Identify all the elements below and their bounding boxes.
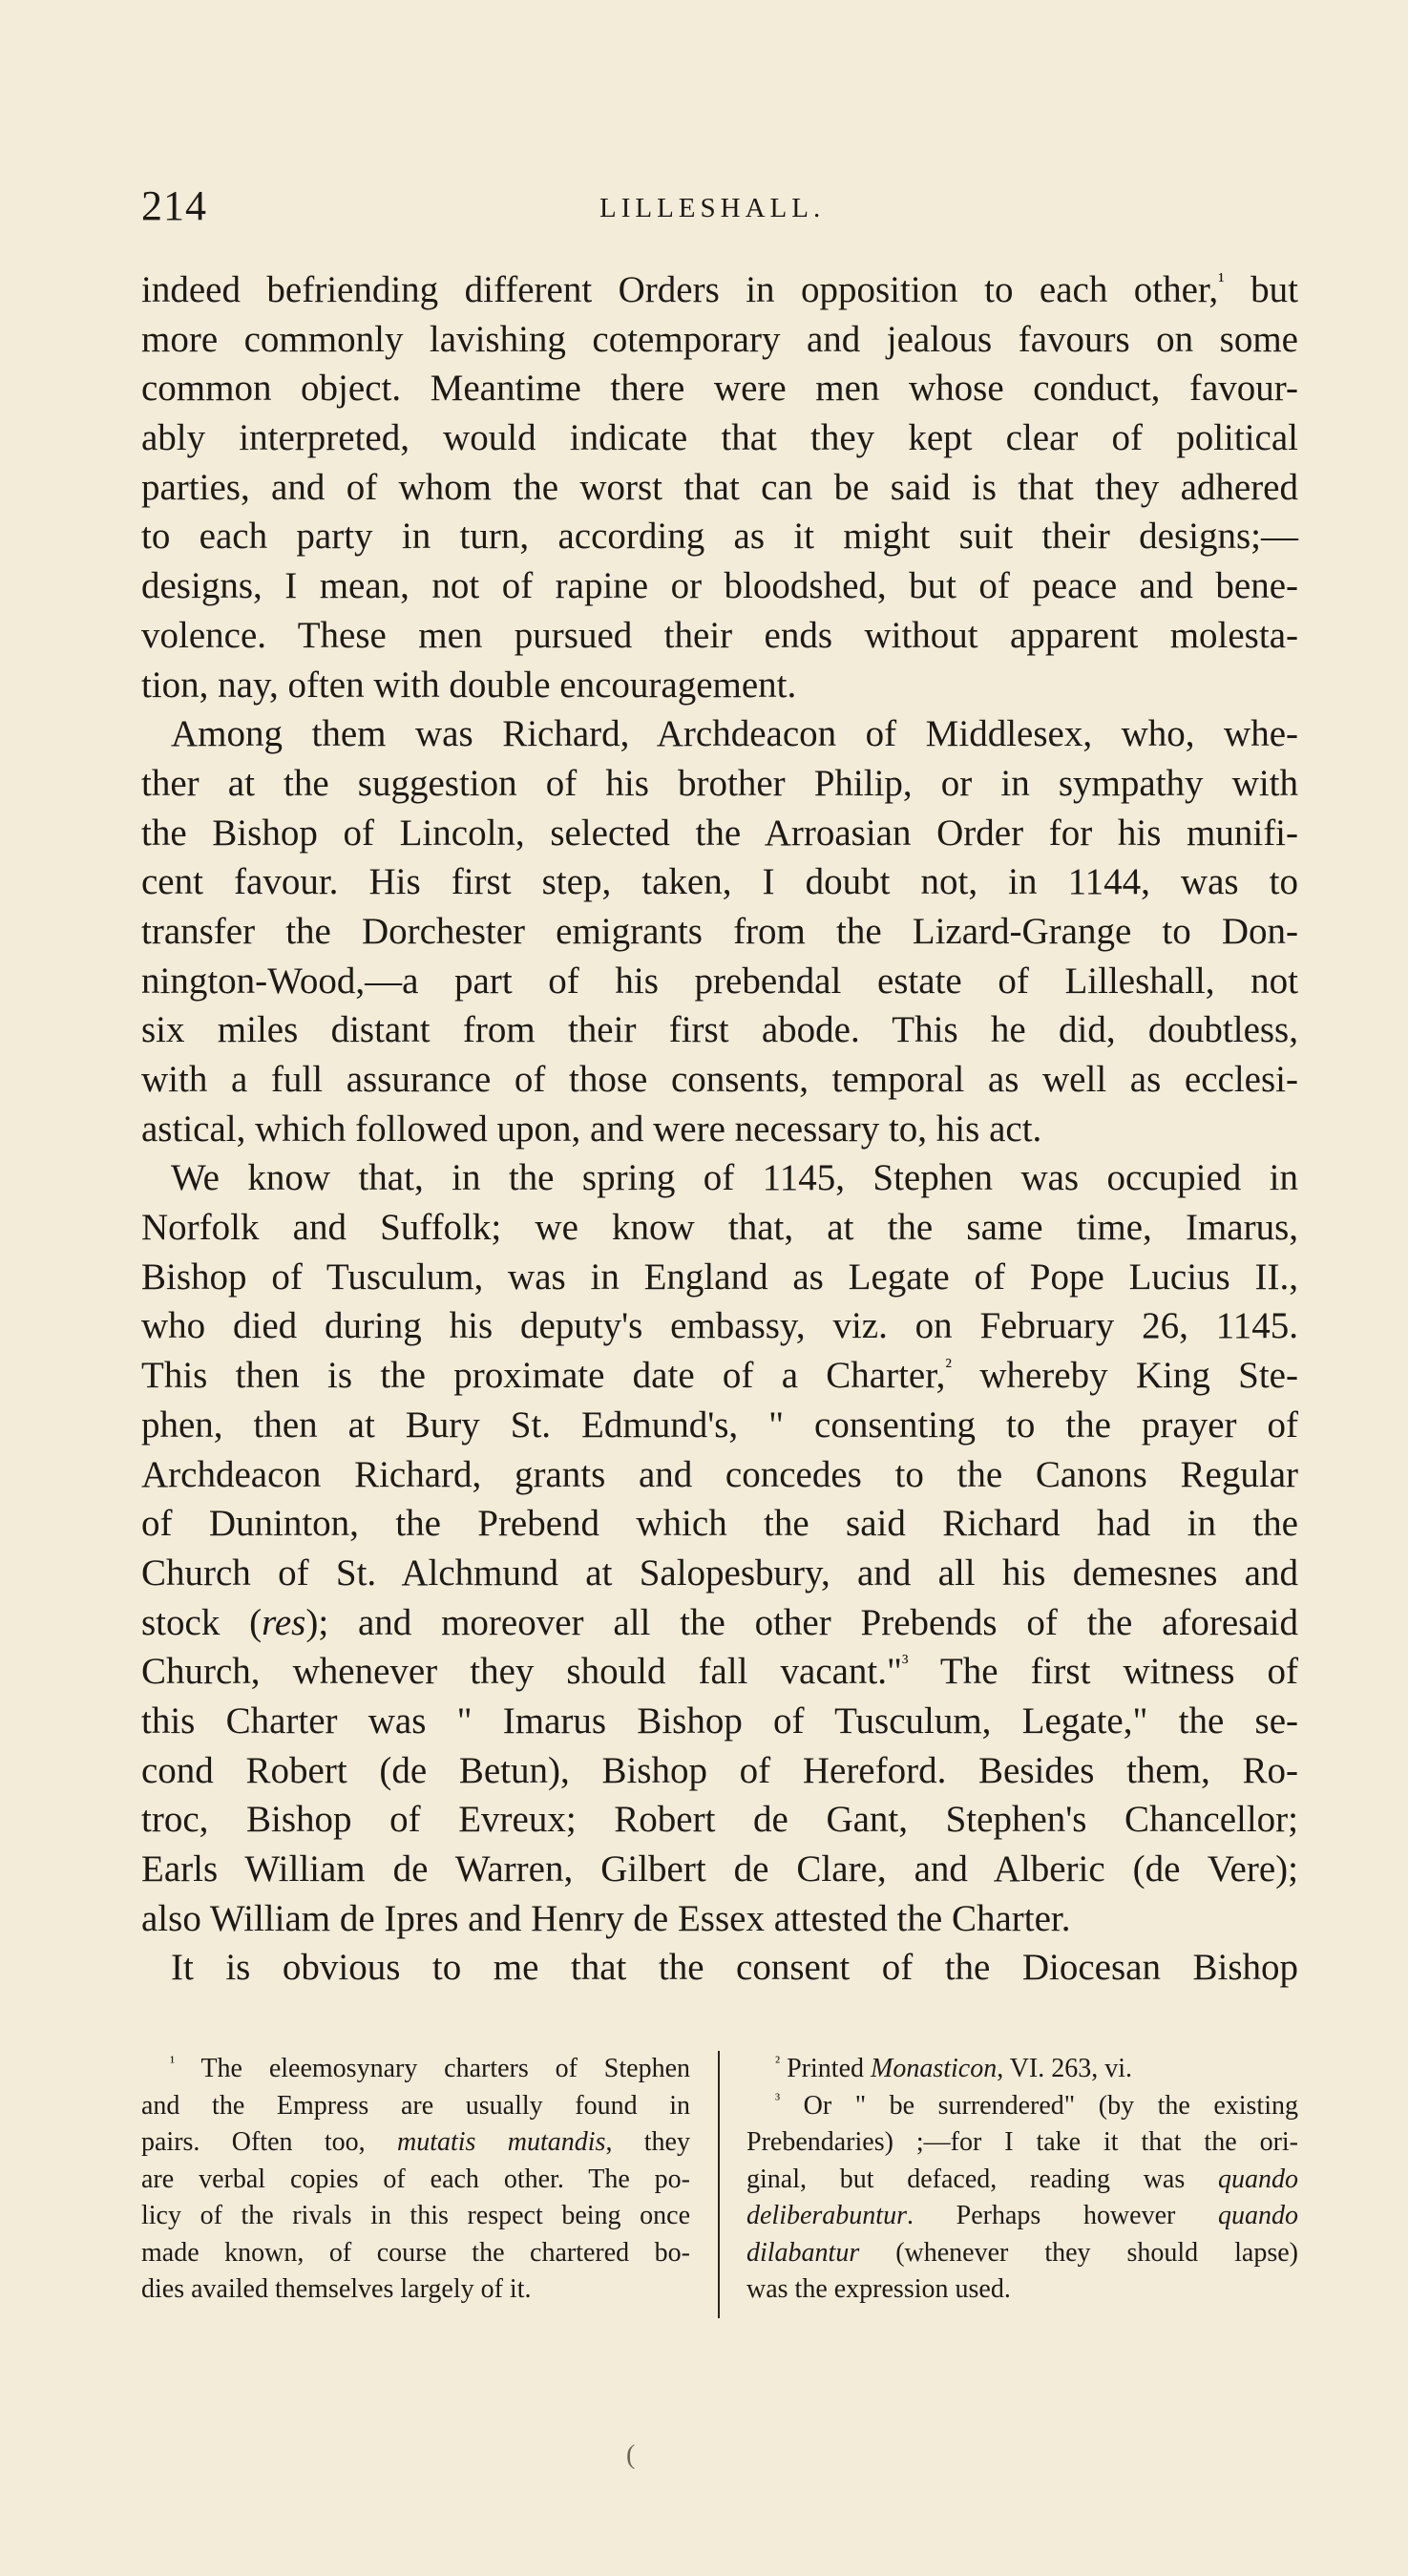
text-line: tion, nay, often with double encouragement. [141,664,797,706]
text-line: Norfolk and Suffolk; we know that, at the same time, Imarus, [141,1207,1298,1249]
text-line: cond Robert (de Betun), Bishop of Hereford. Besides them, Ro- [141,1749,1298,1791]
footnote-line: made known, of course the chartered bo- [141,2237,690,2268]
text-line: Archdeacon Richard, grants and concedes to the Canons Regular [141,1453,1298,1495]
text-line: designs, I mean, not of rapine or bloodshed, but of peace and bene- [141,565,1298,607]
footnote-line: $^{^3}$ Or " be surrendered" (by the existing [775,2089,1298,2121]
footnotes [141,2051,1298,2328]
footnote-line: dies availed themselves largely of it. [141,2274,532,2304]
footnote-column-right [746,2051,1298,2309]
text-line: common object. Meantime there were men whose conduct, favour- [141,368,1298,410]
footnote-line: pairs. Often too, mutatis mutandis, they [141,2127,690,2157]
text-line: indeed befriending different Orders in opposition to each other,$^{^1}$ but [141,268,1298,310]
main-text [141,265,1298,1993]
text-line: transfer the Dorchester emigrants from the Lizard-Grange to Don- [141,910,1298,952]
stray-mark: ( [626,2440,636,2470]
text-line: Bishop of Tusculum, was in England as Legate of Pope Lucius II., [141,1256,1298,1298]
text-line: stock (res); and moreover all the other Prebends of the aforesaid [141,1601,1298,1643]
text-line: ably interpreted, would indicate that they kept clear of political [141,417,1298,459]
text-line: Church, whenever they should fall vacant."$^{^3}$ The first witness of [141,1650,1298,1693]
footnote-line: $^{^2}$ Printed Monasticon, VI. 263, vi. [775,2053,1133,2083]
footnote-line: licy of the rivals in this respect being once [141,2201,690,2230]
footnote-line: Prebendaries) ;—for I take it that the ori- [746,2127,1298,2157]
text-line: phen, then at Bury St. Edmund's, " consenting to the prayer of [141,1404,1298,1446]
text-line: more commonly lavishing cotemporary and jealous favours on some [141,318,1298,360]
footnote-line: dilabantur (whenever they should lapse) [746,2237,1298,2268]
text-line: also William de Ipres and Henry de Essex attested the Charter. [141,1897,1071,1939]
text-line: to each party in turn, according as it might suit their designs;— [141,516,1298,558]
text-line: who died during his deputy's embassy, viz. on February 26, 1145. [141,1305,1298,1347]
text-line: the Bishop of Lincoln, selected the Arroasian Order for his munifi- [141,812,1298,854]
text-line: nington-Wood,—a part of his prebendal estate of Lilleshall, not [141,960,1298,1002]
footnote-line: and the Empress are usually found in [141,2090,690,2121]
footnote-divider [718,2051,720,2318]
footnote-line: was the expression used. [746,2274,1011,2304]
footnote-line: ginal, but defaced, reading was quando [746,2164,1298,2194]
page-number: 214 [141,182,207,229]
text-line: parties, and of whom the worst that can be said is that they adhered [141,466,1298,508]
footnote-line: $^{^1}$ The eleemosynary charters of Stephen [170,2053,690,2083]
text-line: with a full assurance of those consents, temporal as well as ecclesi- [141,1059,1298,1100]
text-line: It is obvious to me that the consent of the Diocesan Bishop [171,1947,1298,1989]
running-title: LILLESHALL. [599,193,826,223]
text-line: this Charter was " Imarus Bishop of Tusculum, Legate," the se- [141,1700,1298,1742]
text-line: Among them was Richard, Archdeacon of Middlesex, who, whe- [171,713,1298,755]
footnote-line: deliberabuntur. Perhaps however quando [746,2201,1298,2230]
text-line: astical, which followed upon, and were necessary to, his act. [141,1108,1042,1150]
text-line: Earls William de Warren, Gilbert de Clare, and Alberic (de Vere); [141,1848,1298,1890]
text-line: six miles distant from their first abode. This he did, doubtless, [141,1009,1298,1051]
text-line: This then is the proximate date of a Charter,$^{^2}$ whereby King Ste- [141,1354,1298,1397]
text-line: Church of St. Alchmund at Salopesbury, and all his demesnes and [141,1552,1298,1594]
text-line: We know that, in the spring of 1145, Stephen was occupied in [171,1157,1298,1199]
text-line: volence. These men pursued their ends without apparent molesta- [141,614,1298,656]
text-line: troc, Bishop of Evreux; Robert de Gant, Stephen's Chancellor; [141,1799,1298,1841]
footnote-column-left [141,2051,690,2309]
page-header [141,181,1268,239]
text-line: of Duninton, the Prebend which the said Richard had in the [141,1503,1298,1545]
text-line: ther at the suggestion of his brother Philip, or in sympathy with [141,762,1298,804]
footnote-line: are verbal copies of each other. The po- [141,2164,690,2194]
text-line: cent favour. His first step, taken, I doubt not, in 1144, was to [141,861,1298,903]
